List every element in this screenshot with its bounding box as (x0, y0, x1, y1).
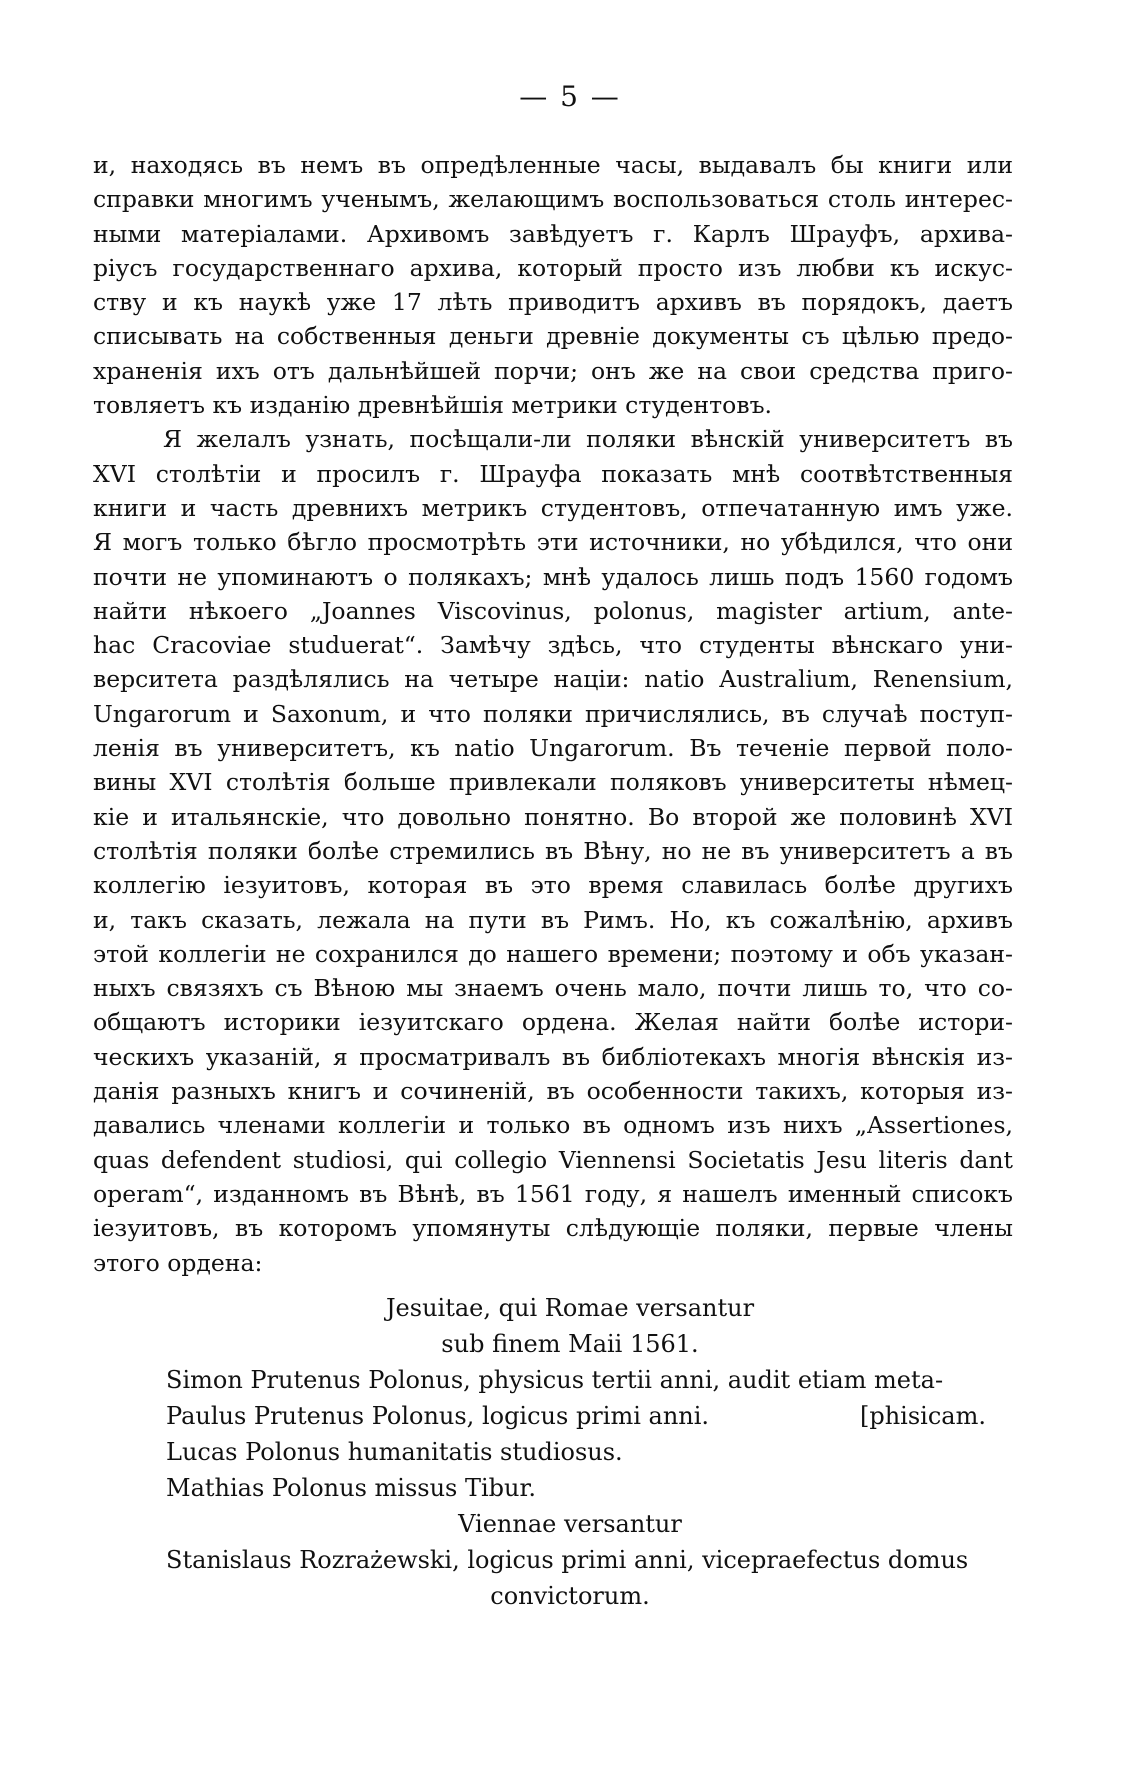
text-line: ленія въ университетъ, къ natio Ungarorum. Въ теченіе первой поло- (93, 734, 1013, 763)
text-line: ству и къ наукѣ уже 17 лѣть приводитъ архивъ въ порядокъ, даетъ (93, 288, 1013, 317)
text-line: данія разныхъ книгъ и сочиненій, въ особенности такихъ, которыя из- (93, 1077, 1013, 1106)
list-entry-text: Simon Prutenus Polonus, physicus tertii anni, audit etiam meta- (166, 1366, 944, 1394)
list-entry (0, 1362, 1140, 1398)
list-entry (0, 1470, 1140, 1506)
text-line: Я могъ только бѣгло просмотрѣть эти источники, но убѣдился, что они (93, 528, 1013, 557)
text-line: храненія ихъ отъ дальнѣйшей порчи; онъ же на свои средства приго- (93, 356, 1013, 385)
text-line: найти нѣкоего „Joannes Viscovinus, polonus, magister artium, ante- (93, 596, 1013, 625)
page-number: — 5 — (519, 80, 621, 113)
text-line: товляетъ къ изданію древнѣйшія метрики студентовъ. (93, 391, 772, 420)
list-entry (0, 1542, 1140, 1578)
text-line: hac Cracoviae studuerat“. Замѣчу здѣсь, что студенты вѣнскаго уни- (93, 631, 1013, 660)
text-line: общаютъ историки іезуитскаго ордена. Желая найти болѣе истори- (93, 1008, 1013, 1037)
text-line: коллегію іезуитовъ, которая въ это время славилась болѣе другихъ (93, 871, 1013, 900)
text-line: кіе и итальянскіе, что довольно понятно. Во второй же половинѣ XVI (93, 802, 1013, 831)
text-line: справки многимъ ученымъ, желающимъ воспользоваться столь интерес- (93, 185, 1013, 214)
text-line: и, такъ сказать, лежала на пути въ Римъ. Но, къ сожалѣнію, архивъ (93, 905, 1013, 934)
text-line: ныхъ связяхъ съ Вѣною мы знаемъ очень мало, почти лишь то, что со- (93, 974, 1013, 1003)
jesuit-list (0, 1290, 1140, 1614)
list-entry-text: Paulus Prutenus Polonus, logicus primi anni. (166, 1402, 710, 1430)
list-entry-text: Mathias Polonus missus Tibur. (166, 1474, 536, 1502)
text-line: ріусъ государственнаго архива, который просто изъ любви къ искус- (93, 253, 1013, 282)
text-line: quas defendent studiosi, qui collegio Viennensi Societatis Jesu literis dant (93, 1145, 1013, 1174)
body-text (93, 148, 1013, 1280)
text-line: списывать на собственныя деньги древніе документы съ цѣлью предо- (93, 322, 1013, 351)
list-heading-vienna: Viennae versantur (458, 1510, 682, 1538)
text-line: Ungarorum и Saxonum, и что поляки причислялись, въ случаѣ поступ- (93, 699, 1013, 728)
text-line: ческихъ указаній, я просматривалъ въ библіотекахъ многія вѣнскія из- (93, 1042, 1013, 1071)
paragraph-1 (93, 148, 1013, 422)
list-heading-rome-date: sub finem Maii 1561. (441, 1330, 699, 1358)
text-line: почти не упоминаютъ о полякахъ; мнѣ удалось лишь подъ 1560 годомъ (93, 562, 1013, 591)
list-entry-text: Lucas Polonus humanitatis studiosus. (166, 1438, 623, 1466)
list-entry (0, 1398, 1140, 1434)
list-heading-rome: Jesuitae, qui Romae versantur (385, 1294, 755, 1322)
text-line: этого ордена: (93, 1248, 263, 1277)
text-line: верситета раздѣлялись на четыре націи: natio Australium, Renensium, (93, 665, 1013, 694)
list-entry-text: Stanislaus Rozrażewski, logicus primi anni, vicepraefectus domus (166, 1546, 969, 1574)
text-line: operam“, изданномъ въ Вѣнѣ, въ 1561 году, я нашелъ именный списокъ (93, 1179, 1013, 1208)
text-line: іезуитовъ, въ которомъ упомянуты слѣдующіе поляки, первые члены (93, 1214, 1013, 1243)
list-entry (0, 1434, 1140, 1470)
text-line: этой коллегіи не сохранился до нашего времени; поэтому и объ указан- (93, 939, 1013, 968)
text-line: вины XVI столѣтія больше привлекали поляковъ университеты нѣмец- (93, 768, 1013, 797)
text-line: и, находясь въ немъ въ опредѣленные часы, выдавалъ бы книги или (93, 151, 1013, 179)
list-entry-continuation: convictorum. (490, 1582, 650, 1610)
paragraph-2 (93, 422, 1013, 1279)
text-line: столѣтія поляки болѣе стремились въ Вѣну, но не въ университетъ а въ (93, 836, 1013, 865)
text-line: XVI столѣтіи и просилъ г. Шрауфа показать мнѣ соотвѣтственныя (93, 459, 1013, 488)
text-line: книги и часть древнихъ метрикъ студентовъ, отпечатанную имъ уже. (93, 493, 1013, 522)
text-line: давались членами коллегіи и только въ одномъ изъ нихъ „Assertiones, (93, 1111, 1013, 1140)
list-entry-carryover: [phisicam. (860, 1402, 986, 1430)
text-line: Я желалъ узнать, посѣщали-ли поляки вѣнскій университетъ въ (163, 425, 1013, 454)
text-line: ными матеріалами. Архивомъ завѣдуетъ г. Карлъ Шрауфъ, архива- (93, 219, 1013, 248)
